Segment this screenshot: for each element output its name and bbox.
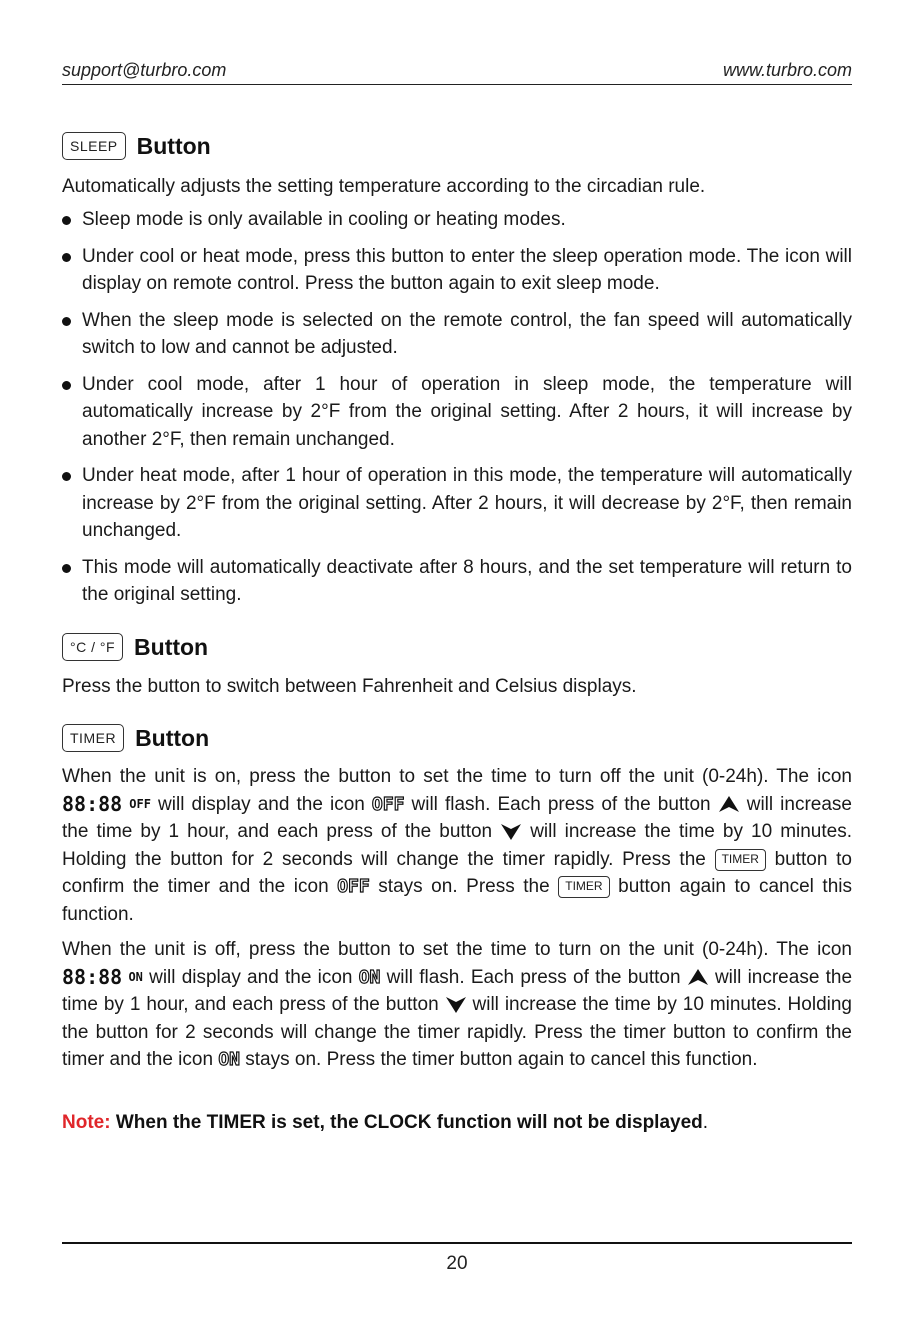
- text-run: button to confirm the timer and the icon: [62, 848, 852, 898]
- segment-display-icon: 88:88: [62, 791, 123, 816]
- timer-off-paragraph: [62, 763, 852, 928]
- text-run: stays on. Press the timer button again to cancel this function.: [240, 1049, 758, 1071]
- note-text: When the TIMER is set, the CLOCK function will not be displayed: [110, 1112, 703, 1133]
- text-run: stays on. Press the: [369, 876, 559, 898]
- off-flash-icon: OFF: [371, 793, 405, 815]
- text-run: will flash. Each press of the button: [380, 966, 687, 988]
- down-arrow-icon: [445, 996, 467, 1014]
- page-header: [62, 60, 852, 85]
- text-run: will increase the time by 10 minutes. Holding the button for 2 seconds will change the timer rapidly. Press the timer button to confirm the timer and the icon: [62, 994, 852, 1071]
- timer-section-heading: [62, 724, 209, 752]
- list-item: When the sleep mode is selected on the remote control, the fan speed will automatically switch to low and cannot be adjusted.: [62, 307, 852, 362]
- support-email: support@turbro.com: [62, 60, 227, 80]
- segment-display-icon: 88:88: [62, 964, 123, 989]
- timer-key-icon: TIMER: [558, 876, 609, 898]
- off-indicator-icon: OFF: [129, 796, 151, 811]
- sleep-section-title: Button: [136, 132, 211, 159]
- note-label: Note:: [62, 1112, 111, 1133]
- sleep-intro: Automatically adjusts the setting temperature according to the circadian rule.: [62, 176, 706, 197]
- website-url: www.turbro.com: [722, 60, 852, 80]
- text-run: will increase the time by 1 hour, and each press of the button: [62, 966, 853, 1016]
- list-item: This mode will automatically deactivate after 8 hours, and the set temperature will return to the original setting.: [62, 554, 852, 609]
- text-run: When the unit is off, press the button to set the time to turn on the unit (0-24h). The icon: [62, 939, 852, 960]
- up-arrow-icon: [687, 968, 709, 986]
- sleep-key-icon: SLEEP: [62, 132, 126, 160]
- down-arrow-icon: [500, 823, 522, 841]
- timer-section-title: Button: [135, 724, 210, 751]
- timer-note: [62, 1112, 708, 1134]
- celsius-fahrenheit-key-icon: °C / °F: [62, 633, 123, 661]
- text-run: will display and the icon: [150, 793, 372, 815]
- on-flash-icon: ON: [358, 966, 381, 988]
- text-run: button again to cancel this function.: [62, 876, 852, 925]
- page-number: 20: [446, 1253, 468, 1274]
- on-steady-icon: ON: [218, 1049, 240, 1071]
- up-arrow-icon: [718, 795, 740, 813]
- text-run: will flash. Each press of the button: [404, 793, 718, 815]
- cf-section-title: Button: [134, 633, 209, 660]
- off-steady-icon: OFF: [337, 876, 370, 898]
- footer-divider: [62, 1242, 852, 1244]
- timer-key-icon: TIMER: [715, 849, 766, 871]
- text-run: will increase the time by 10 minutes. Holding the button for 2 seconds will change the timer rapidly. Press the: [62, 821, 852, 870]
- sleep-bullet-list: [62, 206, 852, 618]
- list-item: Under cool mode, after 1 hour of operation in sleep mode, the temperature will automatically increase by 2°F from the original setting. After 2 hours, it will increase by another 2°F, then remain unchanged.: [62, 371, 852, 454]
- text-run: will display and the icon: [142, 966, 359, 988]
- list-item: Under cool or heat mode, press this button to enter the sleep operation mode. The icon will display on remote control. Press the button again to exit sleep mode.: [62, 243, 852, 298]
- text-run: When the unit is on, press the button to set the time to turn off the unit (0-24h). The icon: [62, 766, 852, 787]
- sleep-section-heading: [62, 132, 211, 160]
- timer-key-icon: TIMER: [62, 724, 124, 752]
- note-period: .: [702, 1112, 709, 1133]
- cf-description: Press the button to switch between Fahrenheit and Celsius displays.: [62, 676, 637, 697]
- timer-on-paragraph: [62, 936, 852, 1074]
- text-run: will increase the time by 1 hour, and each press of the button: [62, 793, 852, 843]
- list-item: Sleep mode is only available in cooling or heating modes.: [62, 206, 852, 234]
- list-item: Under heat mode, after 1 hour of operation in this mode, the temperature will automatically increase by 2°F from the original setting. After 2 hours, it will decrease by 2°F, then remain unchanged.: [62, 462, 852, 545]
- cf-section-heading: [62, 633, 208, 661]
- on-indicator-icon: ON: [128, 969, 143, 984]
